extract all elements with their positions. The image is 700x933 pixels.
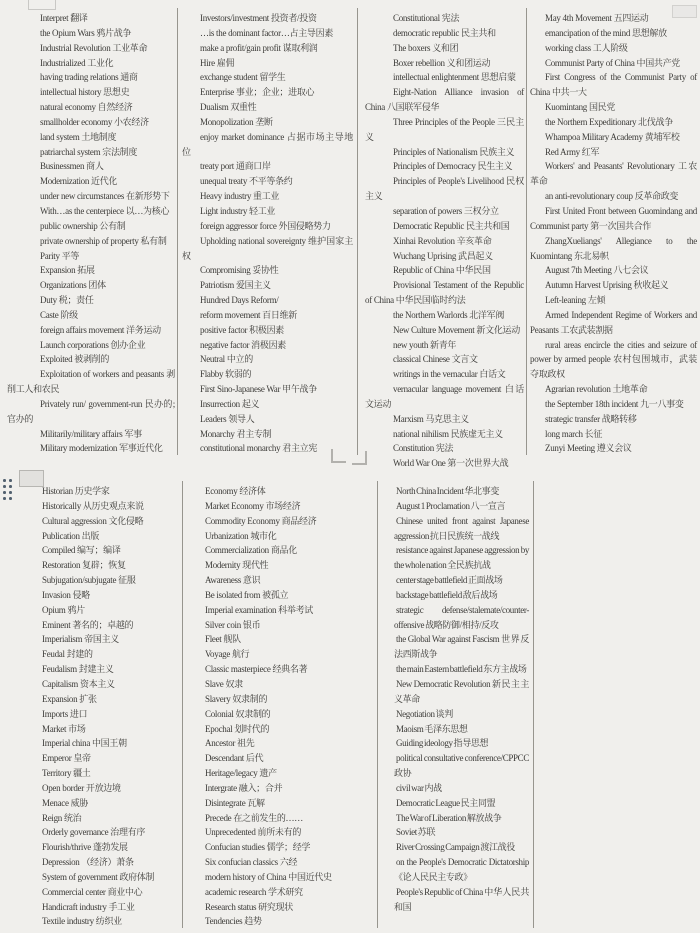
vocab-entry: treaty port 通商口岸	[200, 161, 271, 172]
vocab-entry: Red Army 红军	[545, 146, 600, 157]
vocab-entry: Enterprise 事业；企业；进取心	[200, 87, 315, 98]
vocab-entry: August 7th Meeting 八七会议	[545, 265, 649, 276]
vocab-entry: Be isolated from 被孤立	[205, 589, 289, 600]
vocab-entry: civil war 内战	[396, 782, 442, 793]
vocab-entry: Communist Party of China 中国共产党	[545, 57, 681, 68]
vocab-entry: Descendant 后代	[205, 753, 264, 764]
vocab-entry: Voyage 航行	[205, 649, 250, 660]
vocab-entry: Zunyi Meeting 遵义会议	[545, 443, 632, 454]
vocab-entry: natural economy 自然经济	[40, 102, 133, 113]
vocab-entry: Commercial center 商业中心	[42, 886, 143, 897]
vocab-entry: intellectual enlightenment 思想启蒙	[393, 72, 516, 83]
vocab-table-top	[0, 8, 700, 469]
vocab-entry: Upholding national sovereignty 维护国家主权	[182, 235, 353, 261]
vocab-entry: Flabby 软弱的	[200, 369, 252, 380]
vocab-entry: Ancestor 祖先	[205, 738, 255, 749]
vocab-entry: reform movement 百日维新	[200, 309, 297, 320]
vocab-column-bottom-3	[378, 481, 534, 928]
vocab-entry: Duty 税；责任	[40, 295, 94, 306]
vocab-entry: First Sino-Japanese War 甲午战争	[200, 384, 317, 395]
vocab-entry: Exploited 被剥削的	[40, 354, 110, 365]
vocab-entry: Eight-Nation Alliance invasion of China 八国联军侵华	[365, 87, 524, 113]
vocab-entry: Confucian studies 儒学；经学	[205, 842, 311, 853]
vocab-entry: Guiding ideology 指导思想	[396, 738, 489, 749]
vocab-entry: Industrial Revolution 工业革命	[40, 42, 148, 53]
vocab-entry: Feudal 封建的	[42, 649, 93, 660]
vocab-entry: classical Chinese 文言文	[393, 354, 478, 365]
vocab-entry: Handicraft industry 手工业	[42, 901, 135, 912]
vocab-entry: smallholder economy 小农经济	[40, 116, 149, 127]
vocab-entry: Businessmen 商人	[40, 161, 104, 172]
vocab-entry: May 4th Movement 五四运动	[545, 13, 649, 23]
vocab-entry: Provisional Testament of the Republic of China 中华民国临时约法	[365, 280, 524, 306]
vocab-entry: the Northern Warlords 北洋军阀	[393, 309, 505, 320]
vocab-entry: Whampoa Military Academy 黄埔军校	[545, 131, 680, 142]
vocab-entry: writings in the vernacular 白话文	[393, 369, 506, 380]
vocab-column-bottom-1	[0, 481, 183, 928]
vocab-entry: New Democratic Revolution 新民主主义革命	[394, 678, 529, 704]
vocab-entry: Urbanization 城市化	[205, 530, 277, 541]
vocab-entry: Democratic Republic 民主共和国	[393, 220, 510, 231]
vocab-entry: Principles of People's Livelihood 民权主义	[365, 176, 524, 202]
table-corner-mark-left	[331, 449, 346, 463]
vocab-entry: Compiled 编写；编译	[42, 545, 121, 556]
vocab-entry: negative factor 消极因素	[200, 339, 286, 350]
vocab-entry: Wuchang Uprising 武昌起义	[393, 250, 493, 261]
vocab-entry: Xinhai Revolution 辛亥革命	[393, 235, 492, 246]
vocab-entry: Autumn Harvest Uprising 秋收起义	[545, 280, 669, 291]
vocab-entry: Intergrate 融入；合并	[205, 782, 283, 793]
vocab-entry: constitutional monarchy 君主立宪	[200, 443, 318, 454]
vocab-entry: Tendencies 趋势	[205, 916, 262, 927]
vocab-entry: Disintegrate 瓦解	[205, 797, 265, 808]
vocab-entry: the Global War against Fascism 世界反法西斯战争	[394, 634, 529, 660]
vocab-entry: Six confucian classics 六经	[205, 857, 298, 868]
vocab-entry: Heavy industry 重工业	[200, 191, 280, 202]
vocab-entry: Imperial china 中国王朝	[42, 738, 127, 749]
vocab-entry: foreign aggressor force 外国侵略势力	[200, 220, 331, 231]
vocab-entry: Hire 雇佣	[200, 57, 235, 68]
vocab-entry: New Culture Movement 新文化运动	[393, 324, 520, 335]
vocab-entry: backstage battlefield 敌后战场	[396, 589, 498, 600]
vocab-entry: Heritage/legacy 遗产	[205, 768, 277, 779]
vocab-entry: Exploitation of workers and peasants 剥削工人和农民	[7, 369, 175, 395]
vocab-entry: enjoy market dominance 占据市场主导地位	[182, 131, 353, 157]
vocab-entry: Unprecedented 前所未有的	[205, 827, 302, 838]
vocab-entry: Territory 疆土	[42, 768, 91, 779]
vocab-entry: unequal treaty 不平等条约	[200, 176, 293, 187]
vocab-entry: Precede 在之前发生的……	[205, 812, 303, 823]
vocab-entry: new youth 新青年	[393, 339, 457, 350]
vocab-entry: Soviet 苏联	[396, 827, 436, 838]
vocab-entry: Awareness 意识	[205, 575, 261, 586]
vocab-entry: strategic transfer 战略转移	[545, 413, 637, 424]
vocab-entry: land system 土地制度	[40, 131, 117, 142]
vocab-entry: Leaders 领导人	[200, 413, 255, 424]
vocab-entry: Workers' and Peasants' Revolutionary 工农革命	[530, 161, 697, 187]
vocab-entry: Parity 平等	[40, 250, 80, 261]
vocab-entry: Historically 从历史观点来说	[42, 500, 144, 511]
vocab-entry: Kuomintang 国民党	[545, 102, 616, 113]
vocab-entry: Market 市场	[42, 723, 86, 734]
vocab-entry: Research status 研究现状	[205, 901, 293, 912]
vocab-entry: Commodity Economy 商品经济	[205, 515, 317, 526]
vocab-entry: Militarily/military affairs 军事	[40, 428, 142, 439]
vocab-entry: Colonial 奴隶制的	[205, 708, 271, 719]
vocab-entry: Imperial examination 科举考试	[205, 604, 313, 615]
vocab-entry: Modernization 近代化	[40, 176, 118, 187]
vocab-entry: Organizations 团体	[40, 280, 106, 291]
vocab-entry: First Congress of the Communist Party of China 中共一大	[530, 72, 697, 98]
vocab-entry: resistance against Japanese aggression by the whole nation 全民族抗战	[394, 545, 529, 571]
vocab-entry: an anti-revolutionary coup 反革命政变	[545, 191, 679, 202]
vocab-entry: Interpret 翻译	[40, 13, 88, 23]
vocab-entry: foreign affairs movement 洋务运动	[40, 324, 161, 335]
vocab-entry: Industrialized 工业化	[40, 57, 114, 68]
vocab-entry: Imperialism 帝国主义	[42, 634, 119, 645]
vocab-entry: Expansion 拓展	[40, 265, 95, 276]
vocab-entry: Invasion 侵略	[42, 589, 90, 600]
vocab-entry: Principles of Democracy 民生主义	[393, 161, 513, 172]
vocab-entry: separation of powers 三权分立	[393, 205, 499, 216]
vocab-entry: Eminent 著名的；卓越的	[42, 619, 134, 630]
vocab-entry: Left-leaning 左倾	[545, 295, 606, 306]
vocab-entry: Constitution 宪法	[393, 443, 454, 454]
vocab-entry: Privately run/ government-run 民办的; 官办的	[7, 398, 175, 424]
vocab-entry: People's Republic of China 中华人民共和国	[394, 886, 529, 912]
vocab-entry: Patriotism 爱国主义	[200, 280, 271, 291]
vocab-entry: …is the dominant factor…占主导因素	[200, 27, 334, 38]
vocab-entry: private ownership of property 私有制	[40, 235, 167, 246]
vocab-entry: Reign 统治	[42, 812, 82, 823]
vocab-entry: democratic republic 民主共和	[393, 27, 496, 38]
vocab-entry: patriarchal system 宗法制度	[40, 146, 138, 157]
vocab-entry: The boxers 义和团	[393, 42, 459, 53]
vocab-entry: Armed Independent Regime of Workers and Peasants 工农武装割据	[530, 309, 697, 335]
vocab-entry: Open border 开放边境	[42, 782, 121, 793]
vocab-entry: Compromising 妥协性	[200, 265, 279, 276]
vocab-entry: under new circumstances 在新形势下	[40, 191, 170, 202]
vocab-entry: Classic masterpiece 经典名著	[205, 664, 308, 675]
vocab-entry: Slavery 奴隶制的	[205, 693, 268, 704]
vocab-entry: Opium 鸦片	[42, 604, 85, 615]
vocab-entry: center stage battlefield 正面战场	[396, 575, 503, 586]
vocab-entry: having trading relations 通商	[40, 72, 138, 83]
vocab-entry: Fleet 舰队	[205, 634, 241, 645]
vocab-entry: Slave 奴隶	[205, 678, 243, 689]
vocab-entry: Marxism 马克思主义	[393, 413, 469, 424]
vocab-entry: August 1 Proclamation 八一宣言	[396, 500, 506, 511]
vocab-entry: Commercialization 商品化	[205, 545, 297, 556]
vocab-column-top-3	[358, 8, 527, 469]
vocab-entry: Menace 威胁	[42, 797, 89, 808]
table-corner-mark-right	[352, 451, 367, 465]
vocab-entry: working class 工人阶级	[545, 42, 628, 53]
vocab-entry: political consultative conference/CPPCC 政协	[394, 753, 529, 779]
vocab-table-bottom	[0, 481, 700, 928]
vocab-column-top-4	[527, 8, 700, 455]
vocab-entry: positive factor 积极因素	[200, 324, 284, 335]
vocab-entry: Hundred Days Reform/	[200, 295, 279, 306]
vocab-entry: Insurrection 起义	[200, 398, 260, 409]
vocab-entry: Monarchy 君主专制	[200, 428, 272, 439]
vocab-entry: make a profit/gain profit 谋取利润	[200, 42, 318, 53]
vocab-entry: Capitalism 资本主义	[42, 678, 115, 689]
vocab-entry: modern history of China 中国近代史	[205, 871, 332, 882]
vocab-entry: Cultural aggression 文化侵略	[42, 515, 144, 526]
vocab-entry: Dualism 双重性	[200, 102, 257, 113]
vocab-entry: North China Incident 华北事变	[396, 486, 499, 496]
vocab-entry: Military modernization 军事近代化	[40, 443, 163, 454]
vocab-entry: Restoration 复辟；恢复	[42, 560, 126, 571]
vocab-entry: vernacular language movement 白话文运动	[365, 384, 524, 409]
vocab-entry: on the People's Democratic Dictatorship 《论人民民主专政》	[394, 857, 529, 882]
vocab-entry: Democratic League 民主同盟	[396, 797, 496, 808]
vocab-entry: rural areas encircle the cities and seizure of power by armed people 农村包围城市，武装夺取政权	[530, 339, 697, 380]
vocab-entry: Light industry 轻工业	[200, 205, 276, 216]
vocab-entry: Three Principles of the People 三民主义	[365, 116, 524, 142]
vocab-entry: Monopolization 垄断	[200, 116, 273, 127]
vocab-entry: the September 18th incident 九一八事变	[545, 398, 684, 409]
vocab-entry: national nihilism 民族虚无主义	[393, 428, 503, 439]
vocab-entry: Market Economy 市场经济	[205, 500, 301, 511]
vocab-entry: Feudalism 封建主义	[42, 664, 114, 675]
vocab-entry: World War One 第一次世界大战	[393, 458, 509, 469]
vocab-entry: Investors/investment 投资者/投资	[200, 13, 317, 23]
vocab-entry: long march 长征	[545, 428, 603, 439]
vocab-column-top-1	[0, 8, 178, 455]
vocab-entry: Caste 阶级	[40, 309, 78, 320]
vocab-entry: Depression （经济）萧条	[42, 857, 134, 868]
vocab-entry: Orderly governance 治理有序	[42, 827, 146, 838]
vocab-entry: Republic of China 中华民国	[393, 265, 491, 276]
vocab-column-top-2	[178, 8, 358, 455]
vocab-entry: ZhangXueliangs' Allegiance to the Kuomintang 东北易帜	[530, 235, 697, 261]
vocab-entry: Chinese united front against Japanese aggression 抗日民族统一战线	[394, 515, 529, 541]
vocab-entry: the Northern Expeditionary 北伐战争	[545, 116, 673, 127]
vocab-entry: The War of Liberation 解放战争	[396, 812, 502, 823]
vocab-entry: Agrarian revolution 土地革命	[545, 384, 648, 395]
vocab-entry: Imports 进口	[42, 708, 88, 719]
vocab-entry: Boxer rebellion 义和团运动	[393, 57, 491, 68]
vocab-entry: Subjugation/subjugate 征服	[42, 575, 136, 586]
vocab-entry: Economy 经济体	[205, 486, 266, 496]
vocab-entry: Launch corporations 创办企业	[40, 339, 146, 350]
vocab-entry: Modernity 现代性	[205, 560, 269, 571]
vocab-entry: the main Eastern battlefield 东方主战场	[396, 664, 527, 675]
vocab-entry: Textile industry 纺织业	[42, 916, 122, 927]
vocab-entry: Principles of Nationalism 民族主义	[393, 146, 515, 157]
vocab-entry: System of government 政府体制	[42, 871, 155, 882]
vocab-column-bottom-2	[183, 481, 378, 928]
vocab-entry: Epochal 划时代的	[205, 723, 270, 734]
vocab-entry: Silver coin 银币	[205, 619, 261, 630]
vocab-entry: public ownership 公有制	[40, 220, 126, 231]
vocab-entry: Historian 历史学家	[42, 486, 110, 496]
vocab-entry: Negotiation 谈判	[396, 708, 453, 719]
vocab-entry: With…as the centerpiece 以…为核心	[40, 205, 170, 216]
vocab-entry: First United Front between Guomindang and Communist party 第一次国共合作	[530, 205, 697, 231]
vocab-entry: strategic defense/stalemate/counter-offensive 战略防御/相持/反攻	[394, 604, 529, 630]
vocab-entry: emancipation of the mind 思想解放	[545, 27, 667, 38]
vocab-column-bottom-4	[534, 481, 700, 928]
vocab-entry: Expansion 扩张	[42, 693, 97, 704]
vocab-entry: Flourish/thrive 蓬勃发展	[42, 842, 128, 853]
vocab-entry: Emperor 皇帝	[42, 753, 91, 764]
vocab-entry: Constitutional 宪法	[393, 13, 460, 23]
vocab-entry: Neutral 中立的	[200, 354, 253, 365]
vocab-entry: exchange student 留学生	[200, 72, 286, 83]
vocab-entry: Maoism 毛泽东思想	[396, 723, 468, 734]
vocab-entry: the Opium Wars 鸦片战争	[40, 27, 132, 38]
vocab-entry: Publication 出版	[42, 530, 100, 541]
vocab-entry: academic research 学术研究	[205, 886, 303, 897]
vocab-entry: River Crossing Campaign 渡江战役	[396, 842, 515, 853]
vocab-entry: intellectual history 思想史	[40, 87, 130, 98]
